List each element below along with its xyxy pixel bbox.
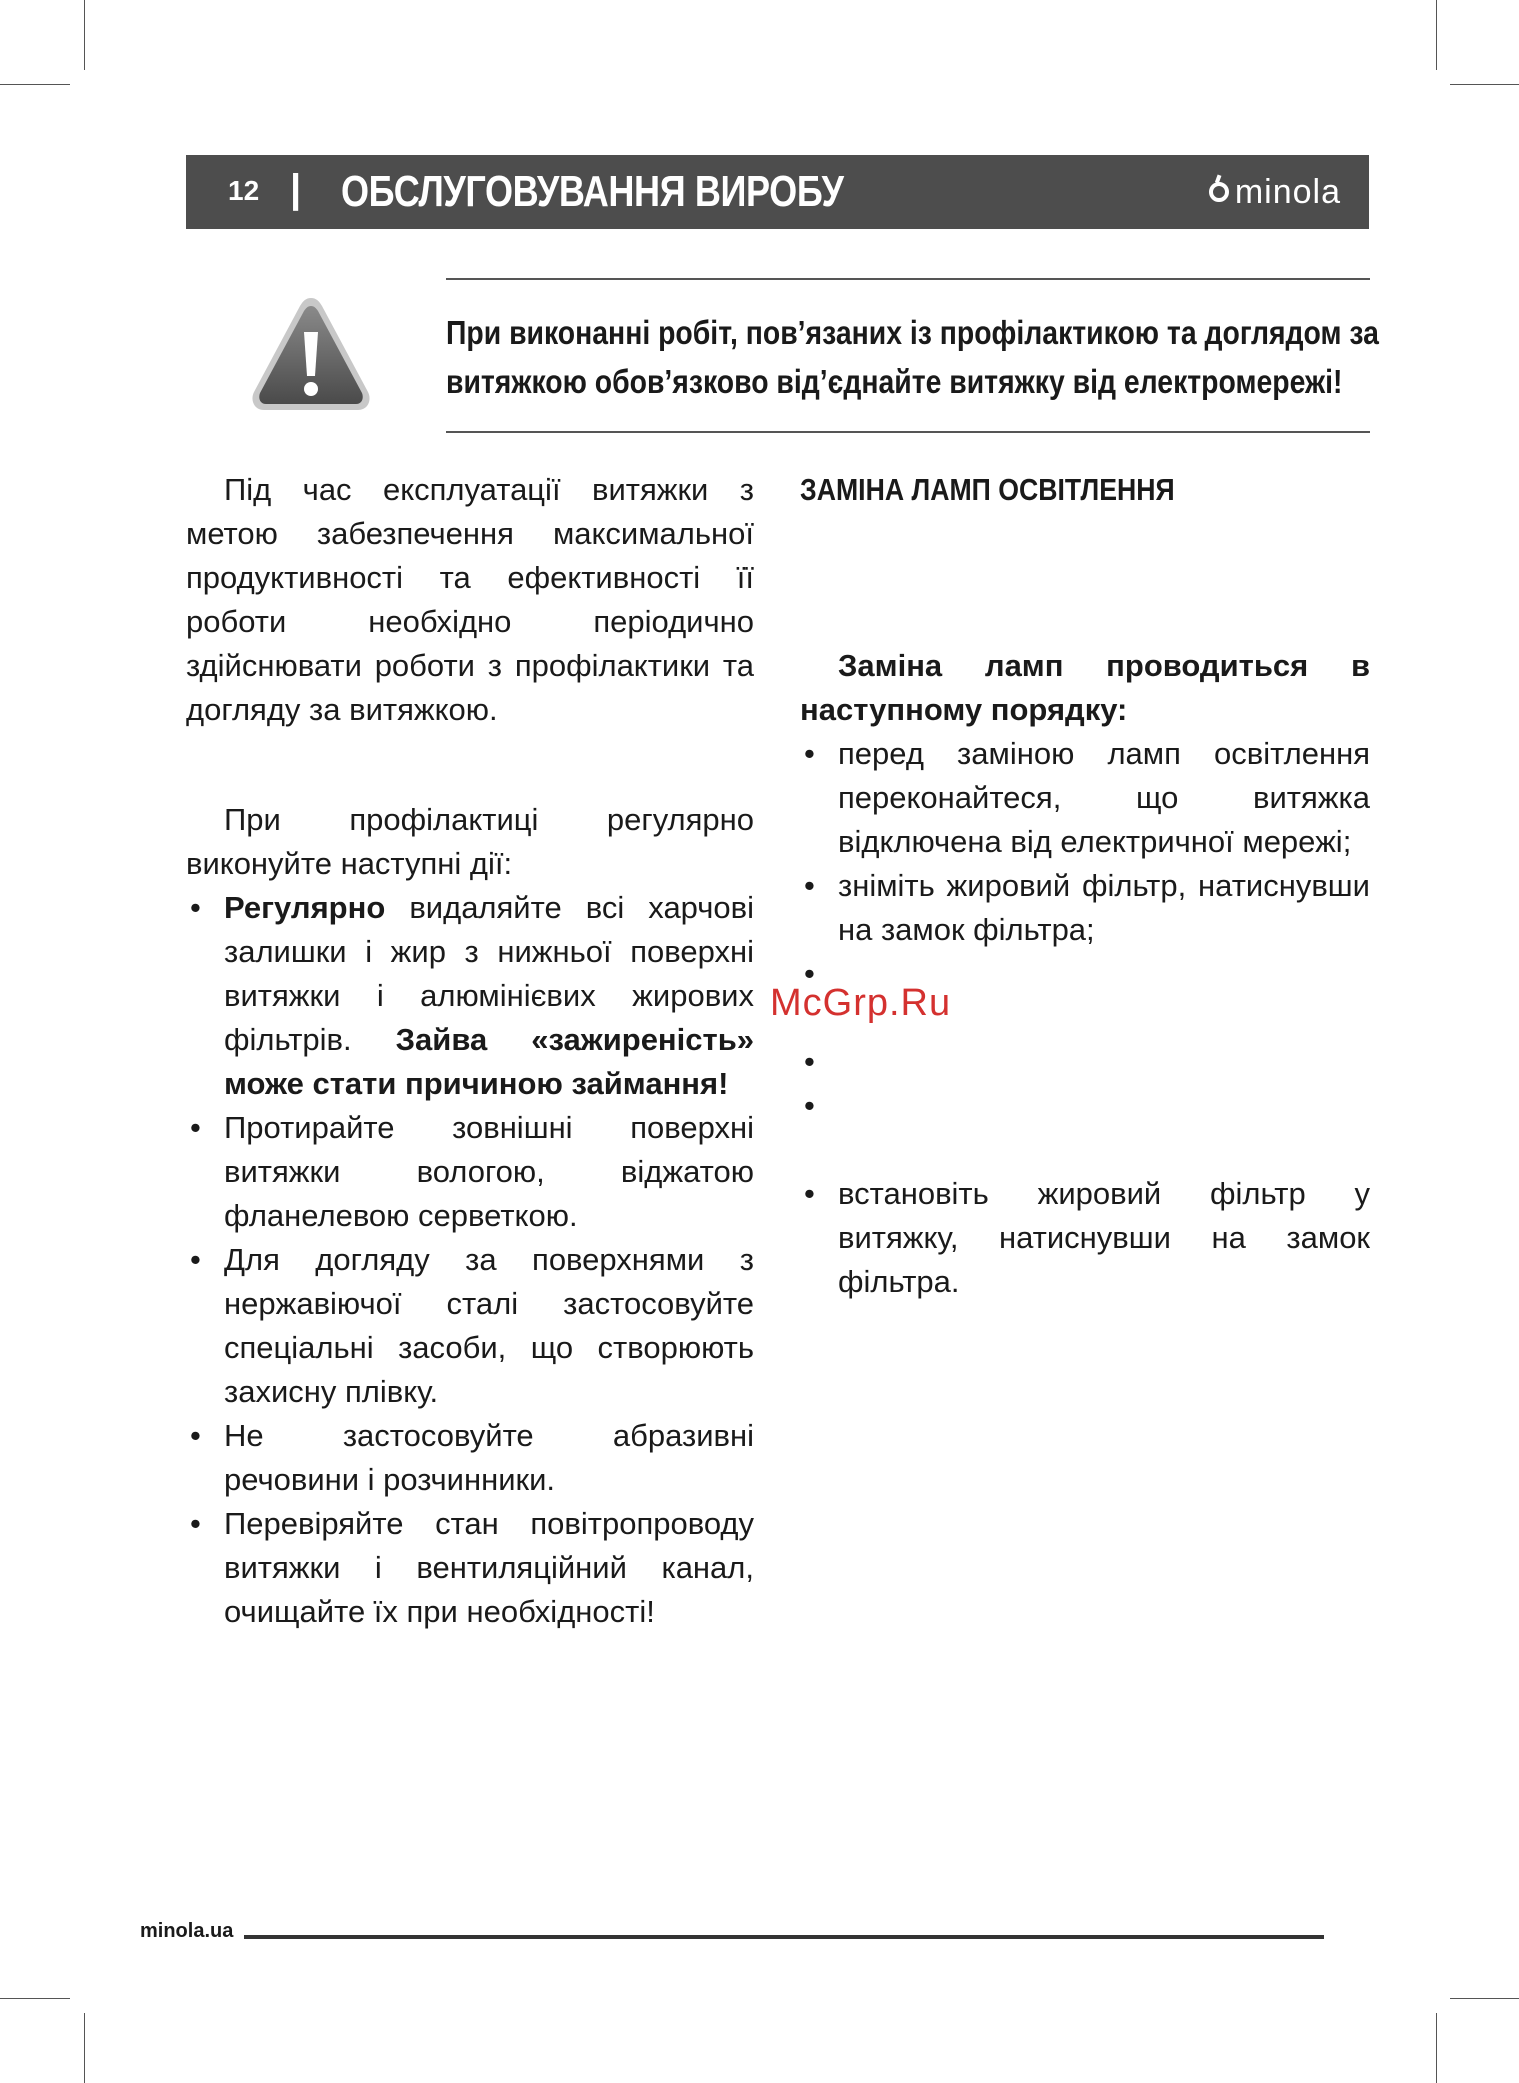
crop-mark xyxy=(84,2013,85,2083)
crop-mark xyxy=(1436,2013,1437,2083)
brand-name: minola xyxy=(1234,172,1341,211)
list-item: • Протирайте зовнішні поверхні витяжки вологою, віджатою фланелевою серветкою. xyxy=(186,1106,754,1238)
warning-triangle-icon xyxy=(248,292,374,418)
crop-mark xyxy=(84,0,85,70)
list-item: • Не застосовуйте абразивні речовини і розчинники. xyxy=(186,1414,754,1502)
warning-line: При виконанні робіт, пов’язаних із профілактикою та доглядом за xyxy=(446,314,1379,351)
prevention-intro: При профілактиці регулярно виконуйте наступні дії: xyxy=(186,802,754,881)
list-item: • Перевіряйте стан повітропроводу витяжки і вентиляційний канал, очищайте їх при необхідності! xyxy=(186,1502,754,1634)
warning-message xyxy=(446,308,1379,406)
crop-mark xyxy=(0,84,70,85)
warning-top-rule xyxy=(446,278,1370,280)
crop-mark xyxy=(1450,1998,1519,1999)
watermark: McGrp.Ru xyxy=(770,982,952,1024)
left-column xyxy=(186,468,754,1634)
footer-rule xyxy=(244,1935,1324,1939)
procedure-title: Заміна ламп проводиться в наступному порядку: xyxy=(800,648,1370,727)
page-title: ОБСЛУГОВУВАННЯ ВИРОБУ xyxy=(341,167,844,216)
page-header xyxy=(186,155,1369,229)
intro-paragraph: Під час експлуатації витяжки з метою забезпечення максимальної продуктивності та ефективності її роботи необхідно періодично здійснювати роботи з профілактики та догляду за витяжкою. xyxy=(186,472,754,727)
maintenance-list xyxy=(186,886,754,1634)
crop-mark xyxy=(0,1998,70,1999)
page-number: 12 xyxy=(228,175,260,206)
crop-mark xyxy=(1450,84,1519,85)
crop-mark xyxy=(1436,0,1437,70)
right-column xyxy=(800,468,1370,1304)
list-item: • перед заміною ламп освітлення переконайтеся, що витяжка відключена від електричної мережі; xyxy=(800,732,1370,864)
list-item: • Регулярно видаляйте всі харчові залишки і жир з нижньої поверхні витяжки і алюмінієвих жирових фільтрів. Зайва «зажиреність» може стати причиною займання! xyxy=(186,886,754,1106)
warning-bottom-rule xyxy=(446,431,1370,433)
header-separator: | xyxy=(290,167,302,211)
list-item: • зніміть жировий фільтр, натиснувши на замок фільтра; xyxy=(800,864,1370,952)
warning-line: витяжкою обов’язково від’єднайте витяжку від електромережі! xyxy=(446,363,1343,400)
footer-site: minola.ua xyxy=(140,1920,234,1942)
section-title: ЗАМІНА ЛАМП ОСВІТЛЕННЯ xyxy=(800,472,1175,507)
minola-logo-icon xyxy=(1209,182,1229,202)
list-item: • Для догляду за поверхнями з нержавіючої сталі застосовуйте спеціальні засоби, що створюють захисну плівку. xyxy=(186,1238,754,1414)
list-item xyxy=(800,1040,1370,1084)
list-item xyxy=(800,1084,1370,1172)
brand-logo xyxy=(1209,173,1341,211)
list-item: • встановіть жировий фільтр у витяжку, натиснувши на замок фільтра. xyxy=(800,1172,1370,1304)
